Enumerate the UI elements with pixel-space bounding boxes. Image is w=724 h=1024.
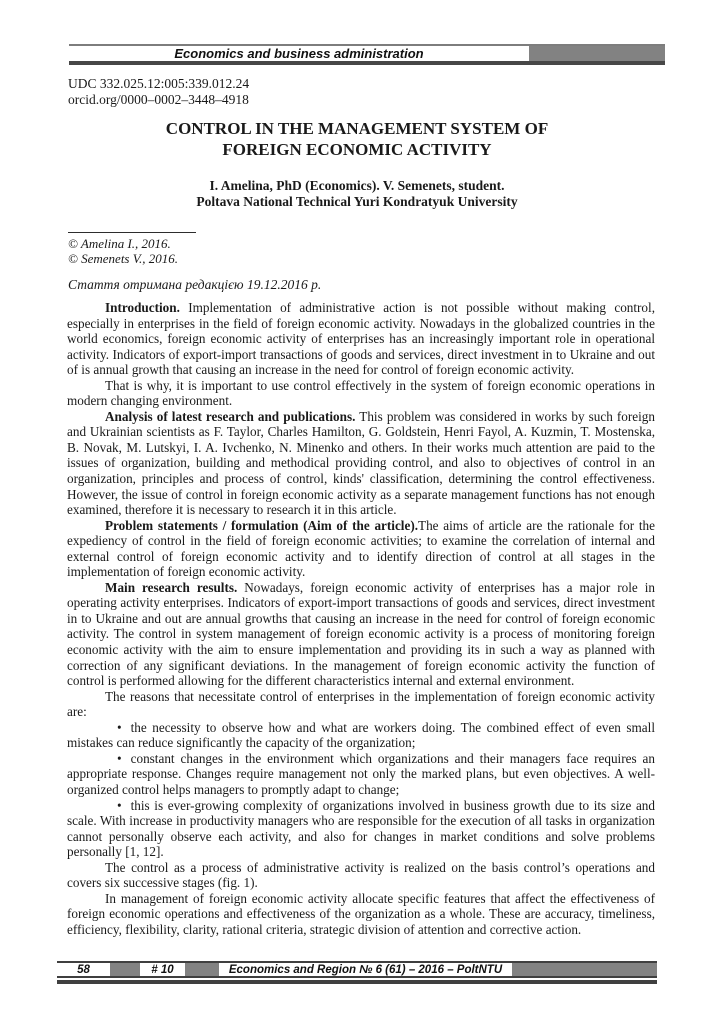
footer-band (57, 961, 657, 978)
bullet-text: constant changes in the environment which organizations and their managers face requires an appropriate response. Changes require management not only the marked plans, but even objectives. A well-organized control helps managers to promptly adapt to change; (67, 750, 655, 797)
article-title-line2: FOREIGN ECONOMIC ACTIVITY (222, 139, 492, 159)
paragraph-text: The control as a process of administrative activity is realized on the basis control’s operations and covers six successive stages (fig. 1). (67, 859, 655, 891)
paragraph-control-stages (67, 860, 655, 891)
paragraph-main-results (67, 580, 655, 689)
bullet-icon: • (117, 797, 122, 813)
section-lead-introduction: Introduction. (105, 300, 180, 315)
bullet-text: the necessity to observe how and what are workers doing. The combined effect of even small mistakes can reduce significantly the capacity of the organization; (67, 719, 655, 751)
article-body (67, 300, 655, 937)
bullet-item (67, 798, 655, 860)
orcid-id: orcid.org/0000–0002–3448–4918 (68, 92, 249, 107)
footnote-rule (68, 232, 196, 233)
paragraph-analysis (67, 409, 655, 518)
affiliation-line: Poltava National Technical Yuri Kondratyuk University (196, 193, 518, 209)
bullet-text: this is ever-growing complexity of organizations involved in business growth due to its size and scale. With increase in productivity managers who are responsible for the execution of all tasks in organization cannot personally observe each activity, and also for changes in market conditions and solve problems personally [1, 12]. (67, 797, 655, 860)
footer-gray-fill (512, 963, 657, 976)
bullet-item (67, 720, 655, 751)
section-lead-aim: Problem statements / formulation (Aim of the article). (105, 517, 419, 533)
paragraph-reasons (67, 689, 655, 720)
footer-gray-spacer (110, 963, 140, 976)
article-title (57, 119, 657, 160)
section-title: Economics and business administration (69, 46, 529, 61)
copyright-note-2: © Semenets V., 2016. (68, 250, 179, 266)
page-footer (57, 961, 657, 984)
issue-number: # 10 (140, 963, 185, 976)
footer-thick-rule (57, 980, 657, 984)
received-date-note: Стаття отримана редакцією 19.12.2016 р. (68, 277, 322, 292)
section-lead-main-results: Main research results. (105, 579, 238, 595)
paragraph-text: Implementation of administrative action is not possible without making control, especially in enterprises in the field of foreign economic activity. Nowadays in the globalized countries in the world economics, foreign economic activity of enterprises has an increasingly important role in operational activity. Indicators of export-import transactions of goods and services, direct investment in to Ukraine and out of is annual growth that causing an increase in the need for control of foreign economic activity. (67, 300, 655, 378)
udc-code: UDC 332.025.12:005:339.012.24 (68, 76, 250, 91)
article-title-line1: CONTROL IN THE MANAGEMENT SYSTEM OF (165, 119, 549, 138)
authors-block (57, 178, 657, 209)
paragraph-text: Nowadays, foreign economic activity of enterprises has a major role in operating activity enterprises. Indicators of export-import transactions of goods and services, direct investment in to Ukraine and out are annual growths that causing an increase in the need for control of foreign economic activity. The control in system management of foreign economic activity is a process of monitoring foreign economic activity with the aim to ensure implementation and providing its in such a way as planned with correction of any significant deviations. In the management of foreign economic activity the function of control is performed allowing for the different characteristics internal and external environment. (67, 579, 656, 689)
bullet-item (67, 751, 655, 798)
paragraph-text: That is why, it is important to use control effectively in the system of foreign economic operations in modern changing environment. (67, 377, 655, 409)
paragraph-features (67, 891, 655, 938)
paragraph-aim (67, 518, 655, 580)
page-number: 58 (57, 963, 110, 976)
paragraph-text: The reasons that necessitate control of enterprises in the implementation of foreign economic activity are: (67, 688, 655, 720)
paragraph-text: The aims of article are the rationale for the expediency of control in the field of foreign economic activities; to examine the correlation of internal and external control of foreign economic activity and to identify direction of control at all stages in the implementation of foreign economic activity. (67, 517, 655, 580)
article-meta (68, 76, 249, 108)
section-lead-analysis: Analysis of latest research and publications. (105, 408, 356, 424)
footer-gray-spacer (185, 963, 219, 976)
bullet-icon: • (117, 750, 122, 766)
journal-section-header (69, 44, 665, 65)
copyright-block (68, 232, 196, 266)
paragraph-text: In management of foreign economic activity allocate specific features that affect the effectiveness of foreign economic operations and effectiveness of the organization as a whole. These are accuracy, timeliness, efficiency, flexibility, clarity, rational criteria, strategic division of attention and corrective action. (67, 890, 655, 937)
paragraph-introduction (67, 300, 655, 378)
header-gray-block (529, 46, 665, 61)
bullet-icon: • (117, 719, 122, 735)
paragraph-why (67, 378, 655, 409)
authors-line: I. Amelina, PhD (Economics). V. Semenets, student. (209, 178, 505, 193)
copyright-note-1: © Amelina I., 2016. (68, 236, 171, 251)
journal-title: Economics and Region № 6 (61) – 2016 – PoltNTU (219, 963, 512, 976)
paragraph-text: This problem was considered in works by such foreign and Ukrainian scientists as F. Taylor, Charles Hamilton, G. Goldstein, Henri Fayol, A. Kuzmin, T. Mostenska, B. Novak, M. Lutskyi, I. A. Ivchenko, N. Minenko and others. In their works much attention are paid to the issues of organization, building and methodical providing control, and also to objectives of control in an organization, principles and process of control, kinds' classification, determining the control effectiveness. However, the issue of control in foreign economic activity as a separate management functions has not enough examined, therefore it is necessary to research it in this article. (67, 408, 655, 518)
